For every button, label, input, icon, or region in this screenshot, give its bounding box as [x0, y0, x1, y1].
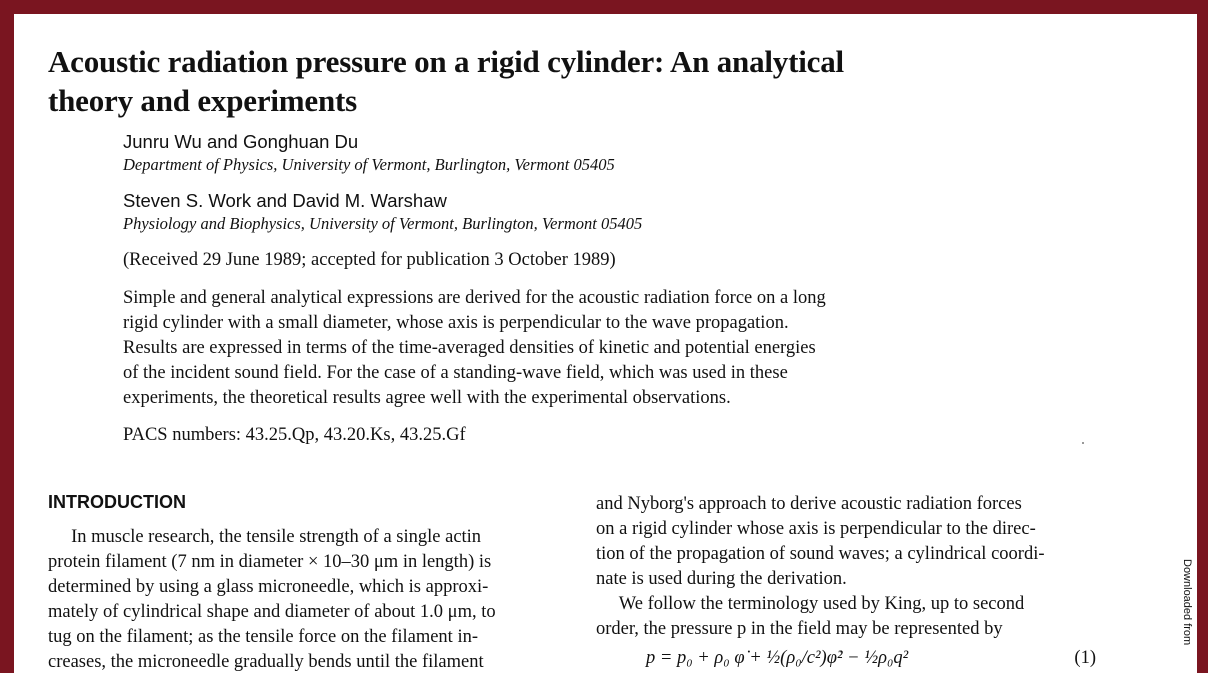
abstract-line: rigid cylinder with a small diameter, whose axis is perpendicular to the wave propagation.	[123, 313, 789, 333]
abstract	[123, 286, 973, 411]
body-line: We follow the terminology used by King, up to second	[596, 594, 1025, 614]
title-line-2: theory and experiments	[48, 83, 358, 118]
abstract-line: Results are expressed in terms of the time-averaged densities of kinetic and potential energies	[123, 338, 816, 358]
paper-title	[48, 42, 1048, 120]
affiliation-line-2: Physiology and Biophysics, University of Vermont, Burlington, Vermont 05405	[123, 214, 643, 233]
body-line: order, the pressure p in the field may be represented by	[596, 619, 1003, 639]
body-line: and Nyborg's approach to derive acoustic radiation forces	[596, 494, 1022, 514]
body-line: mately of cylindrical shape and diameter of about 1.0 μm, to	[48, 602, 496, 622]
body-line: on a rigid cylinder whose axis is perpendicular to the direc-	[596, 519, 1036, 539]
body-line: determined by using a glass microneedle, which is approxi-	[48, 577, 489, 597]
body-line: tion of the propagation of sound waves; a cylindrical coordi-	[596, 544, 1045, 564]
authors-line-2: Steven S. Work and David M. Warshaw	[123, 190, 447, 211]
authors-line-1: Junru Wu and Gonghuan Du	[123, 131, 359, 152]
left-column	[48, 525, 568, 673]
stray-mark	[1082, 442, 1084, 444]
abstract-line: Simple and general analytical expressions are derived for the acoustic radiation force on a long	[123, 288, 826, 308]
received-dates: (Received 29 June 1989; accepted for publication 3 October 1989)	[123, 250, 616, 270]
abstract-line: experiments, the theoretical results agree well with the experimental observations.	[123, 388, 731, 408]
title-line-1: Acoustic radiation pressure on a rigid cylinder: An analytical	[48, 44, 844, 79]
paper-page	[14, 14, 1197, 673]
right-column	[596, 492, 1116, 671]
section-heading: INTRODUCTION	[48, 492, 186, 512]
abstract-line: of the incident sound field. For the case of a standing-wave field, which was used in these	[123, 363, 788, 383]
download-sidebar-text: Downloaded from	[1181, 559, 1193, 646]
equation-expression: p = p₀ + ρ₀ φ̇ + ½(ρ₀/c²)φ̇² − ½ρ₀q²	[646, 648, 909, 668]
body-line: nate is used during the derivation.	[596, 569, 847, 589]
pacs-numbers: PACS numbers: 43.25.Qp, 43.20.Ks, 43.25.Gf	[123, 425, 466, 445]
body-line: tug on the filament; as the tensile force on the filament in-	[48, 627, 478, 647]
equation-number: (1)	[1074, 648, 1096, 668]
body-line: creases, the microneedle gradually bends until the filament	[48, 652, 484, 672]
body-line: protein filament (7 nm in diameter × 10–30 μm in length) is	[48, 552, 492, 572]
equation-1	[596, 646, 1116, 671]
affiliation-line-1: Department of Physics, University of Vermont, Burlington, Vermont 05405	[123, 155, 615, 174]
body-line: In muscle research, the tensile strength of a single actin	[48, 527, 482, 547]
